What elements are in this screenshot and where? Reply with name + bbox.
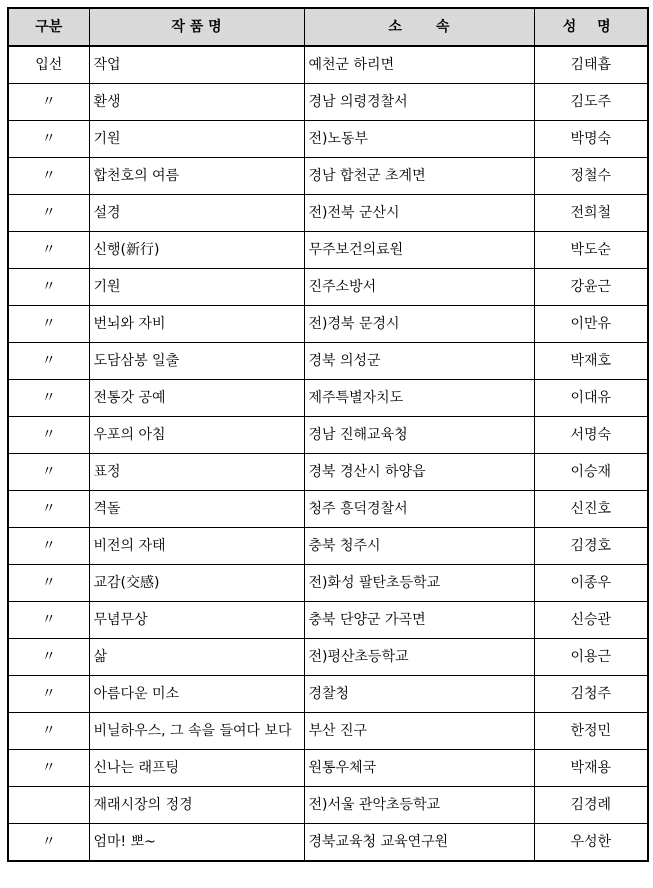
- row-affiliation: 경북교육청 교육연구원: [304, 824, 534, 862]
- row-category: 〃: [8, 158, 89, 195]
- row-title: 우포의 아침: [89, 417, 304, 454]
- row-affiliation: 무주보건의료원: [304, 232, 534, 269]
- row-category: 〃: [8, 454, 89, 491]
- row-affiliation: 진주소방서: [304, 269, 534, 306]
- row-category: 〃: [8, 343, 89, 380]
- header-affiliation: 소 속: [304, 8, 534, 46]
- row-affiliation: 청주 흥덕경찰서: [304, 491, 534, 528]
- row-name: 이만유: [534, 306, 648, 343]
- row-category: 〃: [8, 528, 89, 565]
- row-affiliation: 경찰청: [304, 676, 534, 713]
- table-row: [8, 454, 648, 491]
- row-category: 〃: [8, 269, 89, 306]
- row-affiliation: 경북 의성군: [304, 343, 534, 380]
- row-title: 환생: [89, 84, 304, 121]
- row-affiliation: 경남 의령경찰서: [304, 84, 534, 121]
- row-name: 김청주: [534, 676, 648, 713]
- row-name: 박도순: [534, 232, 648, 269]
- row-title: 무념무상: [89, 602, 304, 639]
- table-row: [8, 158, 648, 195]
- header-name: 성 명: [534, 8, 648, 46]
- row-category: 〃: [8, 121, 89, 158]
- row-name: 김경례: [534, 787, 648, 824]
- row-title: 전통갓 공예: [89, 380, 304, 417]
- table-row: [8, 46, 648, 84]
- table-row: [8, 750, 648, 787]
- row-name: 박재호: [534, 343, 648, 380]
- row-title: 아름다운 미소: [89, 676, 304, 713]
- row-name: 김경호: [534, 528, 648, 565]
- table-row: [8, 491, 648, 528]
- row-name: 이승재: [534, 454, 648, 491]
- row-category: 입선: [8, 46, 89, 84]
- table-row: [8, 787, 648, 824]
- table-row: [8, 121, 648, 158]
- row-affiliation: 충북 단양군 가곡면: [304, 602, 534, 639]
- row-name: 신승관: [534, 602, 648, 639]
- results-table-wrapper: [7, 7, 649, 862]
- row-category: 〃: [8, 750, 89, 787]
- row-title: 작업: [89, 46, 304, 84]
- table-body: [8, 46, 648, 861]
- row-title: 도담삼봉 일출: [89, 343, 304, 380]
- row-affiliation: 경남 진해교육청: [304, 417, 534, 454]
- table-row: [8, 380, 648, 417]
- row-affiliation: 전)서울 관악초등학교: [304, 787, 534, 824]
- row-title: 재래시장의 정경: [89, 787, 304, 824]
- row-name: 박명숙: [534, 121, 648, 158]
- row-title: 비닐하우스, 그 속을 들여다 보다: [89, 713, 304, 750]
- row-category: 〃: [8, 380, 89, 417]
- row-name: 김도주: [534, 84, 648, 121]
- row-title: 번뇌와 자비: [89, 306, 304, 343]
- row-title: 설경: [89, 195, 304, 232]
- row-title: 교감(交感): [89, 565, 304, 602]
- header-row: [8, 8, 648, 46]
- row-name: 우성한: [534, 824, 648, 862]
- row-title: 신나는 래프팅: [89, 750, 304, 787]
- row-name: 신진호: [534, 491, 648, 528]
- table-row: [8, 713, 648, 750]
- row-title: 신행(新行): [89, 232, 304, 269]
- row-name: 김태흡: [534, 46, 648, 84]
- table-row: [8, 195, 648, 232]
- row-name: 강윤근: [534, 269, 648, 306]
- row-category: [8, 787, 89, 824]
- row-name: 전희철: [534, 195, 648, 232]
- row-affiliation: 부산 진구: [304, 713, 534, 750]
- row-category: 〃: [8, 84, 89, 121]
- row-title: 기원: [89, 269, 304, 306]
- row-title: 엄마! 뽀~: [89, 824, 304, 862]
- row-category: 〃: [8, 491, 89, 528]
- row-name: 박재용: [534, 750, 648, 787]
- table-row: [8, 602, 648, 639]
- table-row: [8, 84, 648, 121]
- row-affiliation: 전)평산초등학교: [304, 639, 534, 676]
- table-row: [8, 417, 648, 454]
- row-category: 〃: [8, 602, 89, 639]
- table-row: [8, 306, 648, 343]
- row-category: 〃: [8, 639, 89, 676]
- row-name: 이용근: [534, 639, 648, 676]
- row-affiliation: 전)화성 팔탄초등학교: [304, 565, 534, 602]
- table-row: [8, 528, 648, 565]
- table-row: [8, 565, 648, 602]
- table-row: [8, 639, 648, 676]
- table-row: [8, 824, 648, 862]
- header-category: 구분: [8, 8, 89, 46]
- row-name: 서명숙: [534, 417, 648, 454]
- table-row: [8, 343, 648, 380]
- table-row: [8, 676, 648, 713]
- row-title: 격돌: [89, 491, 304, 528]
- row-affiliation: 충북 청주시: [304, 528, 534, 565]
- row-name: 한정민: [534, 713, 648, 750]
- header-title: 작 품 명: [89, 8, 304, 46]
- row-category: 〃: [8, 565, 89, 602]
- row-affiliation: 원통우체국: [304, 750, 534, 787]
- row-title: 표정: [89, 454, 304, 491]
- row-title: 삶: [89, 639, 304, 676]
- row-affiliation: 제주특별자치도: [304, 380, 534, 417]
- row-name: 이대유: [534, 380, 648, 417]
- row-affiliation: 경남 합천군 초계면: [304, 158, 534, 195]
- row-title: 기원: [89, 121, 304, 158]
- row-name: 정철수: [534, 158, 648, 195]
- row-title: 합천호의 여름: [89, 158, 304, 195]
- row-title: 비전의 자태: [89, 528, 304, 565]
- table-row: [8, 269, 648, 306]
- row-affiliation: 경북 경산시 하양읍: [304, 454, 534, 491]
- row-affiliation: 전)노동부: [304, 121, 534, 158]
- row-affiliation: 전)경북 문경시: [304, 306, 534, 343]
- row-affiliation: 전)전북 군산시: [304, 195, 534, 232]
- row-category: 〃: [8, 417, 89, 454]
- row-category: 〃: [8, 306, 89, 343]
- results-table: [7, 7, 649, 862]
- row-category: 〃: [8, 232, 89, 269]
- table-row: [8, 232, 648, 269]
- row-category: 〃: [8, 676, 89, 713]
- row-category: 〃: [8, 713, 89, 750]
- row-category: 〃: [8, 195, 89, 232]
- row-category: 〃: [8, 824, 89, 862]
- row-affiliation: 예천군 하리면: [304, 46, 534, 84]
- row-name: 이종우: [534, 565, 648, 602]
